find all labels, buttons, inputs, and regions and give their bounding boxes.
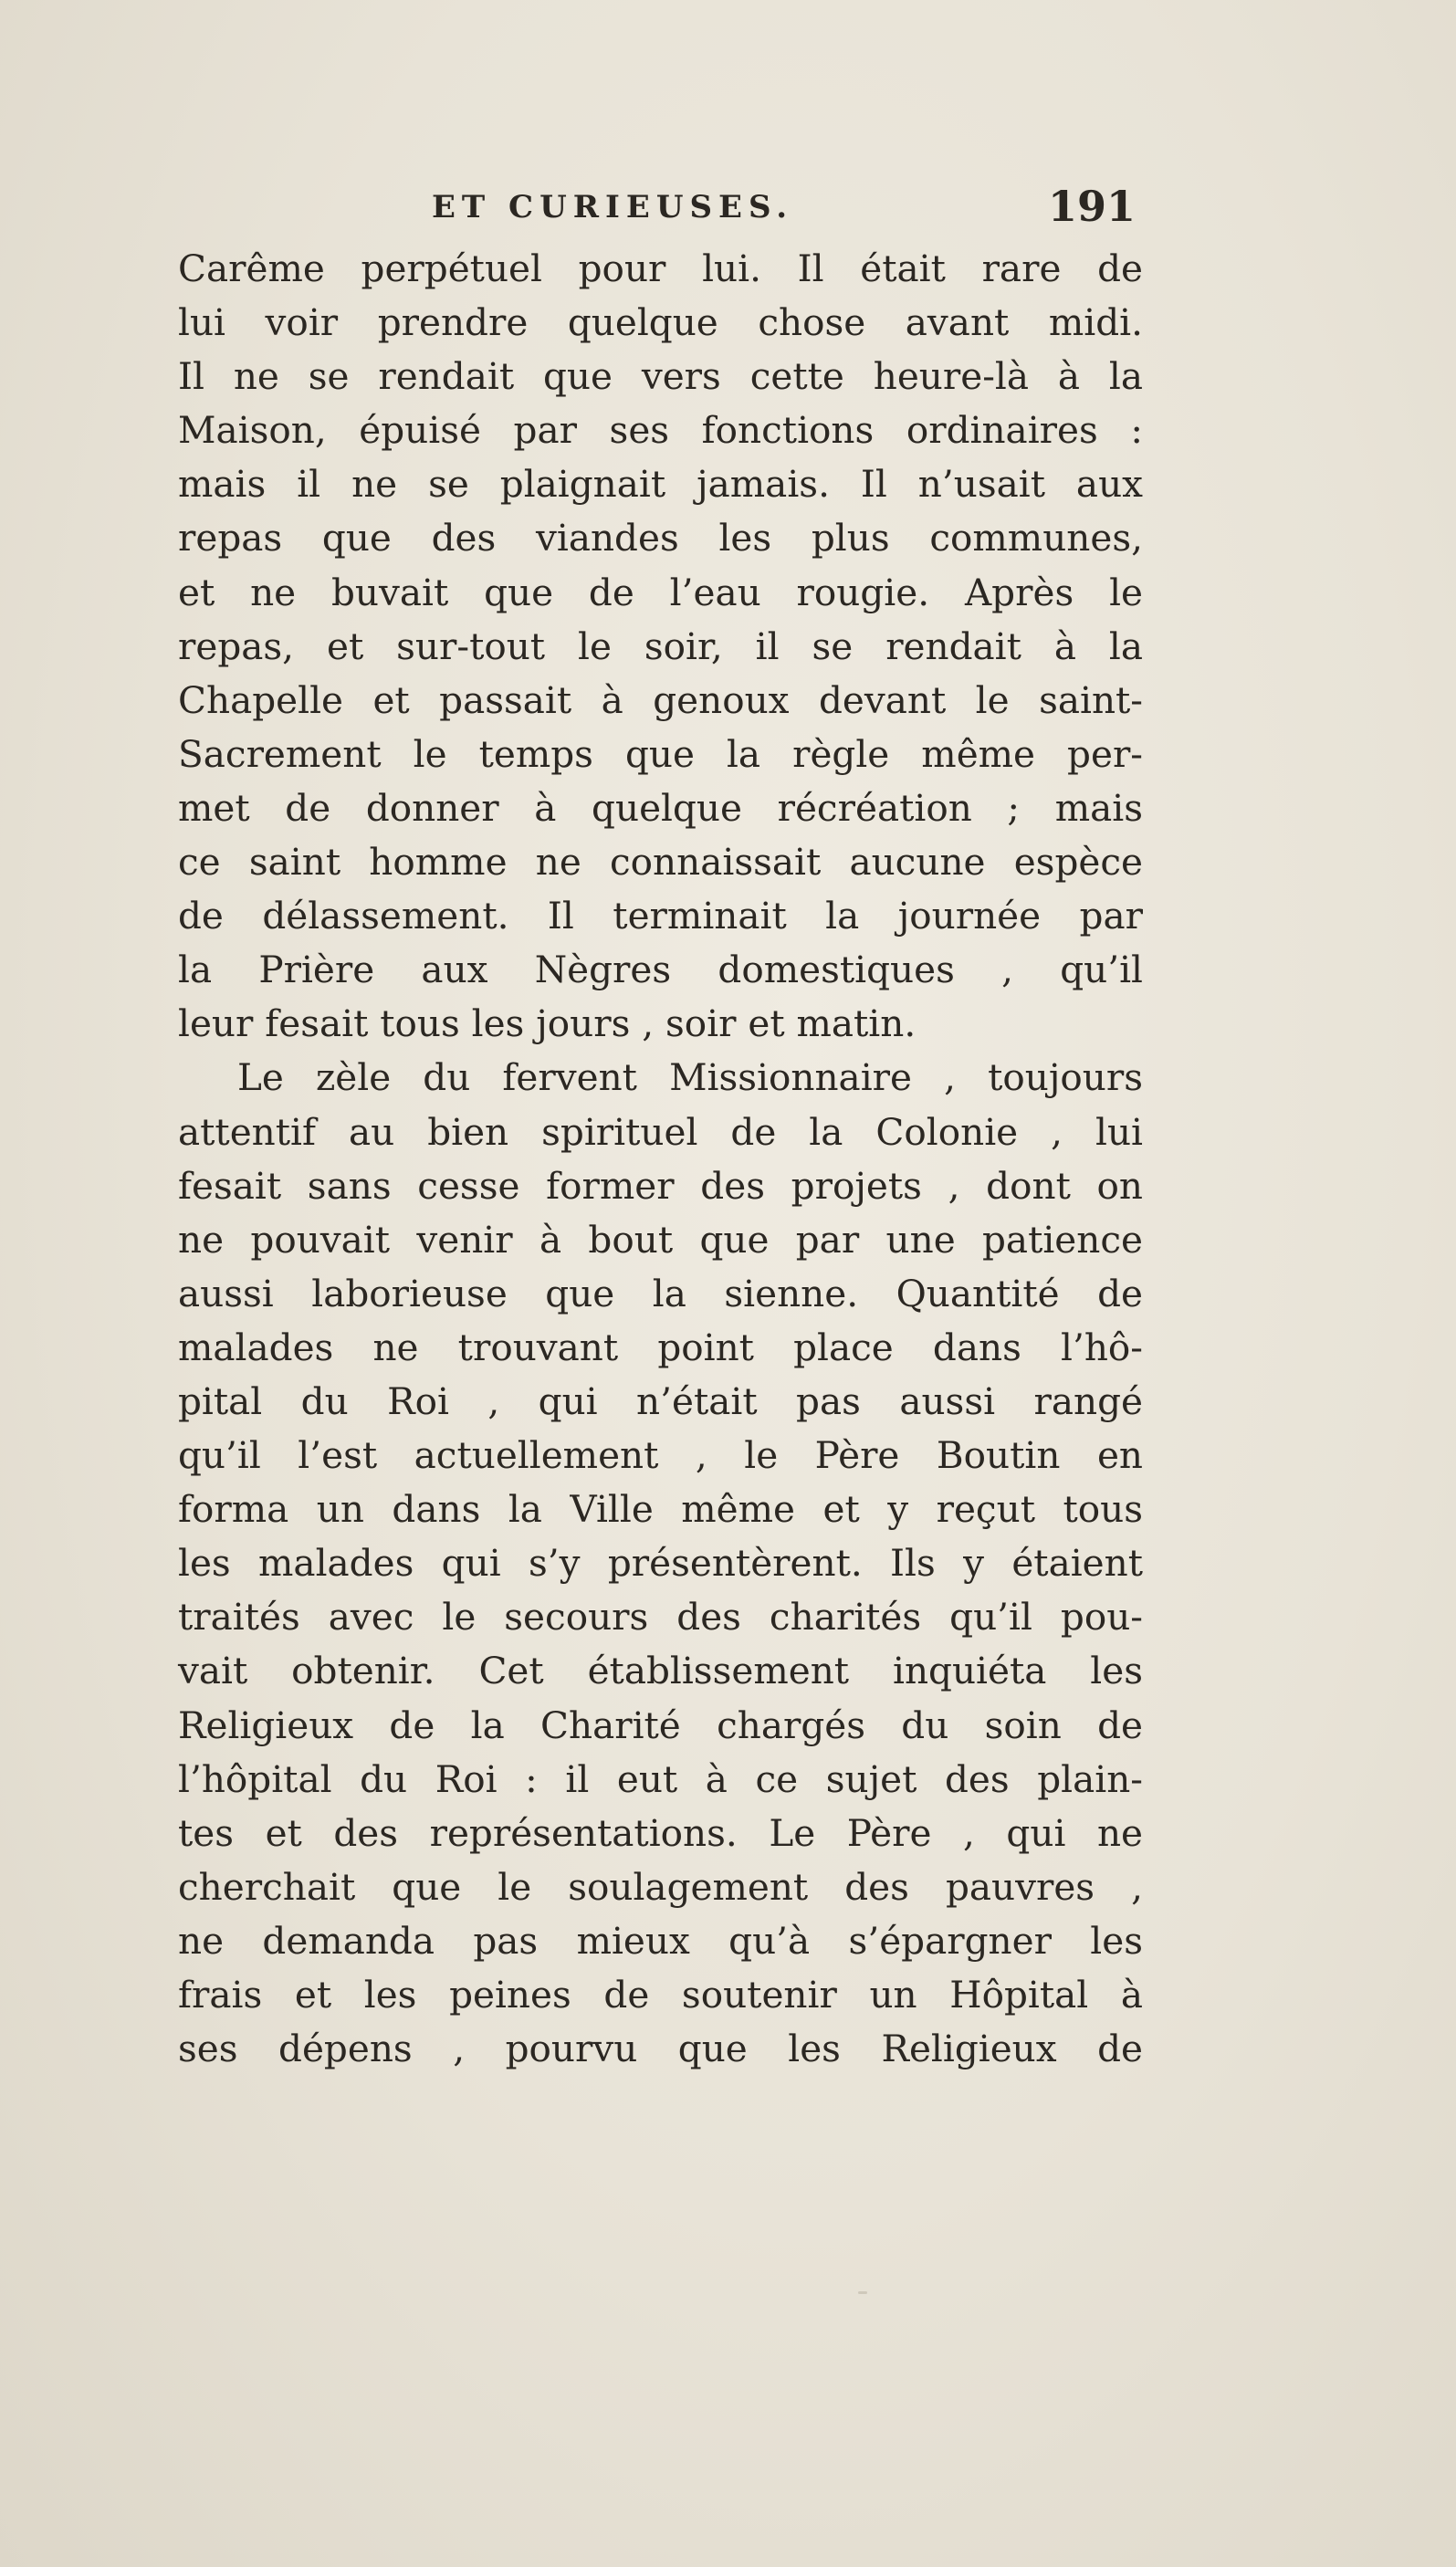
paragraph-2 — [178, 1051, 1143, 2076]
text-line: lui voir prendre quelque chose avant midi. — [178, 300, 1143, 345]
text-line: repas, et sur-tout le soir, il se rendait à la — [178, 623, 1143, 668]
text-line: fesait sans cesse former des projets , dont on — [178, 1163, 1143, 1208]
text-line: met de donner à quelque récréation ; mais — [178, 785, 1143, 830]
text-line: et ne buvait que de l’eau rougie. Après le — [178, 570, 1143, 614]
running-title: ET CURIEUSES. — [432, 189, 794, 225]
paper-speck — [858, 2291, 867, 2294]
text-line: vait obtenir. Cet établissement inquiéta les — [178, 1649, 1143, 1693]
text-line: l’hôpital du Roi : il eut à ce sujet des plain- — [178, 1756, 1143, 1801]
text-line: Maison, épuisé par ses fonctions ordinaires : — [178, 408, 1143, 453]
text-line: frais et les peines de soutenir un Hôpital à — [178, 1973, 1143, 2017]
text-line: de délassement. Il terminait la journée par — [178, 894, 1143, 938]
text-line: aussi laborieuse que la sienne. Quantité de — [178, 1271, 1143, 1315]
text-line: ne pouvait venir à bout que par une patience — [178, 1217, 1143, 1262]
text-line: ses dépens , pourvu que les Religieux de — [178, 2027, 1143, 2071]
text-line: leur fesait tous les jours , soir et matin. — [178, 1001, 917, 1046]
text-line: Chapelle et passait à genoux devant le saint- — [178, 677, 1143, 722]
text-line: ne demanda pas mieux qu’à s’épargner les — [178, 1918, 1143, 1963]
text-line: ce saint homme ne connaissait aucune espèce — [178, 840, 1143, 885]
text-line: Il ne se rendait que vers cette heure-là à la — [178, 354, 1143, 399]
text-line: Sacrement le temps que la règle même per- — [178, 731, 1143, 776]
text-line: cherchait que le soulagement des pauvres , — [178, 1864, 1143, 1909]
text-line: attentif au bien spirituel de la Colonie , lui — [178, 1109, 1143, 1154]
text-line: traités avec le secours des charités qu’il pou- — [178, 1595, 1143, 1640]
page-number: 191 — [1047, 182, 1136, 231]
text-line: Religieux de la Charité chargés du soin de — [178, 1703, 1143, 1747]
text-line: tes et des représentations. Le Père , qui ne — [178, 1810, 1143, 1855]
text-line: la Prière aux Nègres domestiques , qu’il — [178, 948, 1143, 992]
text-line: les malades qui s’y présentèrent. Ils y étaient — [178, 1541, 1143, 1586]
text-block — [178, 182, 1143, 2076]
text-line: qu’il l’est actuellement , le Père Boutin en — [178, 1433, 1143, 1478]
text-line: Le zèle du fervent Missionnaire , toujours — [237, 1055, 1143, 1100]
text-line: malades ne trouvant point place dans l’hô- — [178, 1325, 1143, 1369]
text-line: mais il ne se plaignait jamais. Il n’usait aux — [178, 462, 1143, 507]
running-head — [178, 182, 1143, 242]
text-line: pital du Roi , qui n’était pas aussi rangé — [178, 1378, 1143, 1423]
text-line: repas que des viandes les plus communes, — [178, 516, 1143, 561]
text-line: forma un dans la Ville même et y reçut tous — [178, 1487, 1143, 1532]
paragraph-1 — [178, 242, 1143, 1051]
text-line: Carême perpétuel pour lui. Il était rare de — [178, 246, 1143, 290]
